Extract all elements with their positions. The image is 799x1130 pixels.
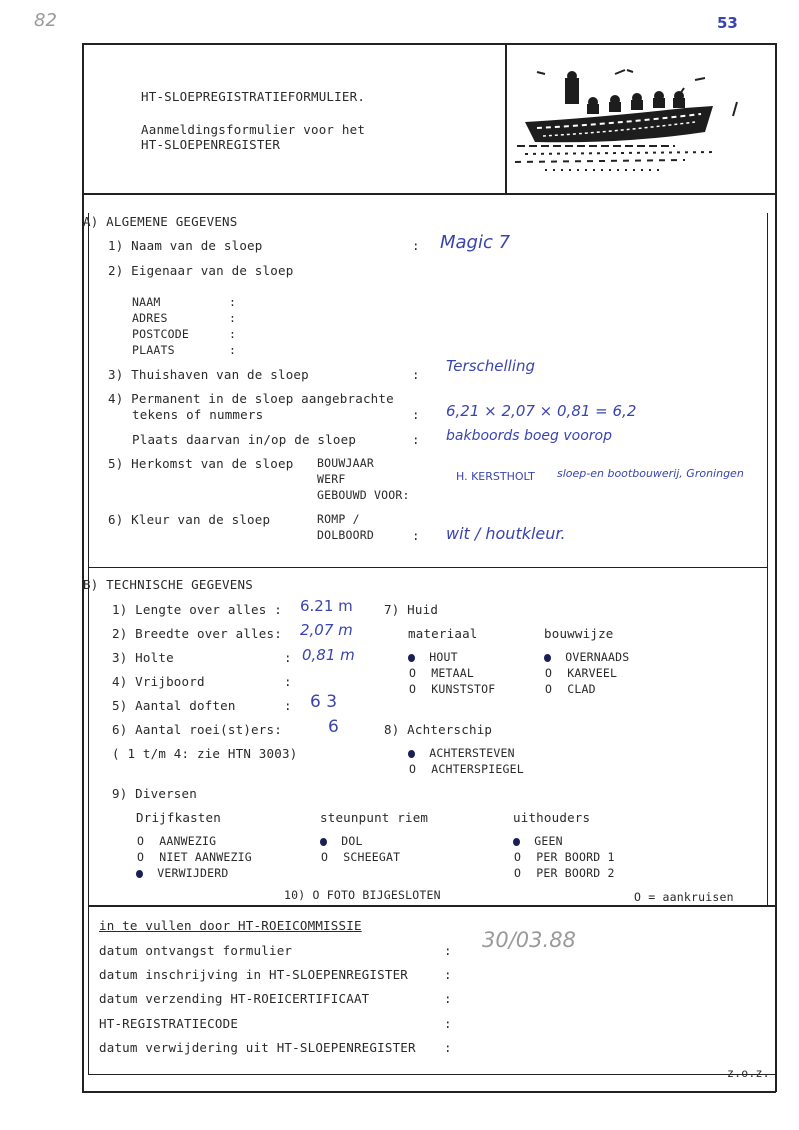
achterspiegel-option[interactable] (408, 762, 524, 776)
karveel-label: KARVEEL (567, 666, 618, 680)
dolboord-label: DOLBOORD (317, 528, 374, 542)
commission-bottom (88, 1074, 776, 1075)
q5-answer-werf-desc: sloep-en bootbouwerij, Groningen (557, 467, 744, 480)
dol-marker (320, 838, 327, 846)
hout-option[interactable] (408, 650, 458, 664)
page-number-left: 82 (34, 10, 57, 31)
per-boord-2-option[interactable] (513, 866, 615, 880)
q4b-colon: : (412, 432, 420, 447)
romp-label: ROMP / (317, 512, 360, 526)
scheegat-marker: O (320, 850, 329, 864)
achterspiegel-marker: O (408, 762, 417, 776)
b4-colon: : (284, 674, 292, 689)
section-b-title: B) TECHNISCHE GEGEVENS (83, 577, 253, 592)
section-a-inner-left (88, 213, 89, 567)
naam-label: NAAM (132, 295, 161, 309)
section-b-inner-left (88, 567, 89, 905)
q1-label: 1) Naam van de sloep (108, 238, 263, 253)
b7-label: 7) Huid (384, 602, 439, 617)
b-note: ( 1 t/m 4: zie HTN 3003) (112, 746, 298, 761)
b1-label: 1) Lengte over alles : (112, 602, 282, 617)
frame-right (775, 43, 777, 1092)
achterspiegel-label: ACHTERSPIEGEL (431, 762, 524, 776)
karveel-marker: O (544, 666, 553, 680)
commission-divider (88, 905, 776, 907)
bouwjaar-label: BOUWJAAR (317, 456, 374, 470)
niet-aanwezig-option[interactable] (136, 850, 252, 864)
overnaads-option[interactable] (544, 650, 629, 664)
b6-label: 6) Aantal roei(st)ers: (112, 722, 282, 737)
karveel-option[interactable] (544, 666, 617, 680)
ontvangst-label: datum ontvangst formulier (99, 943, 293, 958)
hout-label: HOUT (429, 650, 458, 664)
frame-bottom (82, 1091, 776, 1093)
materiaal-label: materiaal (408, 626, 478, 641)
b2-label: 2) Breedte over alles: (112, 626, 282, 641)
dol-option[interactable] (320, 834, 363, 848)
header-divider (82, 193, 776, 195)
q1-answer: Magic 7 (440, 232, 511, 253)
steunpunt-label: steunpunt riem (320, 810, 429, 825)
rowing-boat-illustration (515, 60, 755, 185)
kunststof-marker: O (408, 682, 417, 696)
geen-label: GEEN (534, 834, 563, 848)
q5-label: 5) Herkomst van de sloep (108, 456, 294, 471)
b6-answer: 6 (328, 717, 339, 737)
verzending-label: datum verzending HT-ROEICERTIFICAAT (99, 991, 370, 1006)
plaats-label: PLAATS (132, 343, 175, 357)
hout-marker (408, 654, 415, 662)
b8-label: 8) Achterschip (384, 722, 493, 737)
q4-label-line1: 4) Permanent in de sloep aangebrachte (108, 391, 394, 406)
per-boord-2-label: PER BOORD 2 (536, 866, 615, 880)
form-subtitle-line1: Aanmeldingsformulier voor het (141, 122, 366, 137)
metaal-marker: O (408, 666, 417, 680)
zoz-note: z.o.z. (727, 1066, 770, 1080)
frame-top (82, 43, 776, 45)
b5-answer: 6 3 (310, 692, 338, 712)
commission-left (88, 905, 89, 1075)
b2-answer: 2,07 m (300, 621, 353, 639)
aanwezig-marker: O (136, 834, 145, 848)
q3-colon: : (412, 367, 420, 382)
inschrijving-colon: : (444, 967, 452, 982)
form-subtitle-line2: HT-SLOEPENREGISTER (141, 137, 281, 152)
b5-colon: : (284, 698, 292, 713)
scheegat-label: SCHEEGAT (343, 850, 401, 864)
q6-answer: wit / houtkleur. (446, 524, 566, 543)
kunststof-option[interactable] (408, 682, 495, 696)
q4-answer: 6,21 × 2,07 × 0,81 = 6,2 (446, 402, 637, 420)
section-a-title: A) ALGEMENE GEGEVENS (83, 214, 238, 229)
aankruisen-legend: O = aankruisen (634, 890, 734, 904)
form-title: HT-SLOEPREGISTRATIEFORMULIER. (141, 89, 366, 104)
geen-option[interactable] (513, 834, 563, 848)
q1-colon: : (412, 238, 420, 253)
page-number-right: 53 (717, 14, 738, 32)
verwijderd-label: VERWIJDERD (157, 866, 229, 880)
achtersteven-marker (408, 750, 415, 758)
q2-label: 2) Eigenaar van de sloep (108, 263, 294, 278)
b1-answer: 6.21 m (300, 597, 353, 615)
overnaads-label: OVERNAADS (565, 650, 630, 664)
q4b-label: Plaats daarvan in/op de sloep (132, 432, 357, 447)
registratiecode-label: HT-REGISTRATIECODE (99, 1016, 239, 1031)
section-b-inner-right (767, 567, 768, 905)
q3-answer: Terschelling (446, 357, 536, 375)
bouwwijze-label: bouwwijze (544, 626, 614, 641)
verzending-colon: : (444, 991, 452, 1006)
inschrijving-label: datum inschrijving in HT-SLOEPENREGISTER (99, 967, 409, 982)
kunststof-label: KUNSTSTOF (431, 682, 496, 696)
q6-label: 6) Kleur van de sloep (108, 512, 271, 527)
section-a-inner-right (767, 213, 768, 567)
gebouwd-voor-label: GEBOUWD VOOR: (317, 488, 410, 502)
ontvangst-answer: 30/03.88 (482, 928, 576, 952)
q4b-answer: bakboords boeg voorop (446, 428, 613, 444)
b5-label: 5) Aantal doften (112, 698, 236, 713)
clad-option[interactable] (544, 682, 596, 696)
werf-label: WERF (317, 472, 346, 486)
drijfkasten-label: Drijfkasten (136, 810, 221, 825)
naam-colon: : (229, 295, 237, 309)
verwijderd-marker (136, 870, 143, 878)
uithouders-label: uithouders (513, 810, 591, 825)
per-boord-1-label: PER BOORD 1 (536, 850, 615, 864)
verwijdering-label: datum verwijdering uit HT-SLOEPENREGISTER (99, 1040, 416, 1055)
q4-label-line2: tekens of nummers (132, 407, 264, 422)
overnaads-marker (544, 654, 551, 662)
commission-title: in te vullen door HT-ROEICOMMISSIE (99, 918, 362, 933)
per-boord-1-option[interactable] (513, 850, 615, 864)
postcode-colon: : (229, 327, 237, 341)
b3-answer: 0,81 m (302, 646, 355, 664)
clad-marker: O (544, 682, 553, 696)
per-boord-2-marker: O (513, 866, 522, 880)
b4-label: 4) Vrijboord (112, 674, 205, 689)
clad-label: CLAD (567, 682, 596, 696)
section-a-divider (88, 567, 768, 568)
per-boord-1-marker: O (513, 850, 522, 864)
metaal-option[interactable] (408, 666, 474, 680)
dol-label: DOL (341, 834, 363, 848)
adres-label: ADRES (132, 311, 168, 325)
q3-label: 3) Thuishaven van de sloep (108, 367, 309, 382)
aanwezig-option[interactable] (136, 834, 216, 848)
b3-label: 3) Holte (112, 650, 174, 665)
registratiecode-colon: : (444, 1016, 452, 1031)
frame-left (82, 43, 84, 1092)
achtersteven-label: ACHTERSTEVEN (429, 746, 515, 760)
achtersteven-option[interactable] (408, 746, 515, 760)
header-vertical-divider (505, 43, 507, 193)
postcode-label: POSTCODE (132, 327, 189, 341)
b9-label: 9) Diversen (112, 786, 197, 801)
q5-answer-werf-name: H. KERSTHOLT (456, 470, 535, 483)
metaal-label: METAAL (431, 666, 474, 680)
niet-aanwezig-marker: O (136, 850, 145, 864)
q4-colon: : (412, 407, 420, 422)
ontvangst-colon: : (444, 943, 452, 958)
foto-bijgesloten-option[interactable]: 10) O FOTO BIJGESLOTEN (284, 888, 441, 902)
b3-colon: : (284, 650, 292, 665)
aanwezig-label: AANWEZIG (159, 834, 217, 848)
niet-aanwezig-label: NIET AANWEZIG (159, 850, 252, 864)
scheegat-option[interactable] (320, 850, 400, 864)
verwijderd-option[interactable] (136, 866, 229, 880)
q6-colon: : (412, 528, 420, 543)
geen-marker (513, 838, 520, 846)
adres-colon: : (229, 311, 237, 325)
verwijdering-colon: : (444, 1040, 452, 1055)
plaats-colon: : (229, 343, 237, 357)
